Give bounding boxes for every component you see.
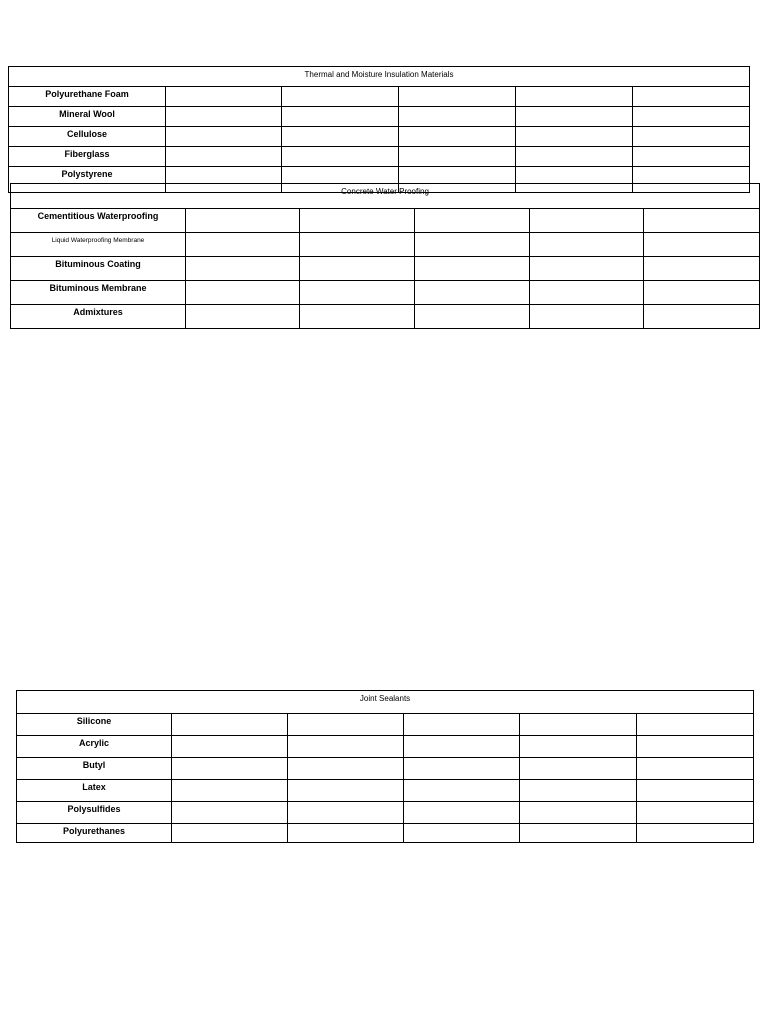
table-cell[interactable] <box>186 257 300 281</box>
row-label: Bituminous Coating <box>11 257 186 281</box>
row-label: Silicone <box>17 714 172 736</box>
table-cell[interactable] <box>172 736 288 758</box>
table-cell[interactable] <box>300 257 415 281</box>
row-label: Polyurethanes <box>17 824 172 843</box>
table-cell[interactable] <box>516 127 633 147</box>
table-cell[interactable] <box>415 233 530 257</box>
table-cell[interactable] <box>399 87 516 107</box>
table-cell[interactable] <box>166 107 282 127</box>
table-cell[interactable] <box>300 209 415 233</box>
table-cell[interactable] <box>637 714 754 736</box>
table-cell[interactable] <box>633 147 750 167</box>
table-cell[interactable] <box>404 780 520 802</box>
table-cell[interactable] <box>520 758 637 780</box>
table-cell[interactable] <box>288 758 404 780</box>
table-cell[interactable] <box>415 209 530 233</box>
row-label: Admixtures <box>11 305 186 329</box>
table-cell[interactable] <box>644 257 760 281</box>
table-cell[interactable] <box>186 209 300 233</box>
table-cell[interactable] <box>404 758 520 780</box>
row-label: Polysulfides <box>17 802 172 824</box>
table-cell[interactable] <box>644 305 760 329</box>
table-cell[interactable] <box>415 305 530 329</box>
row-label: Fiberglass <box>9 147 166 167</box>
table-cell[interactable] <box>415 257 530 281</box>
table-title: Concrete Water Proofing <box>11 184 760 209</box>
row-label: Cellulose <box>9 127 166 147</box>
table-cell[interactable] <box>516 107 633 127</box>
row-label: Bituminous Membrane <box>11 281 186 305</box>
table-cell[interactable] <box>282 147 399 167</box>
table-cell[interactable] <box>633 107 750 127</box>
table-cell[interactable] <box>166 147 282 167</box>
table-cell[interactable] <box>172 714 288 736</box>
table-cell[interactable] <box>530 257 644 281</box>
table-title: Joint Sealants <box>17 691 754 714</box>
table-cell[interactable] <box>288 824 404 843</box>
table-cell[interactable] <box>415 281 530 305</box>
table-cell[interactable] <box>399 127 516 147</box>
table-cell[interactable] <box>530 305 644 329</box>
concrete-waterproofing-table <box>10 183 760 329</box>
table-cell[interactable] <box>516 147 633 167</box>
table-cell[interactable] <box>282 127 399 147</box>
row-label: Liquid Waterproofing Membrane <box>11 233 186 257</box>
table-cell[interactable] <box>172 824 288 843</box>
row-label: Butyl <box>17 758 172 780</box>
table-cell[interactable] <box>166 87 282 107</box>
table-cell[interactable] <box>300 281 415 305</box>
table-cell[interactable] <box>530 209 644 233</box>
table-cell[interactable] <box>520 802 637 824</box>
table-cell[interactable] <box>172 758 288 780</box>
table-cell[interactable] <box>404 802 520 824</box>
table-cell[interactable] <box>637 802 754 824</box>
table-cell[interactable] <box>399 107 516 127</box>
table-cell[interactable] <box>404 736 520 758</box>
row-label: Polystyrene <box>9 167 166 193</box>
joint-sealants-table <box>16 690 754 843</box>
table-cell[interactable] <box>300 305 415 329</box>
row-label: Latex <box>17 780 172 802</box>
table-cell[interactable] <box>172 802 288 824</box>
table-cell[interactable] <box>288 802 404 824</box>
table-cell[interactable] <box>288 714 404 736</box>
table-cell[interactable] <box>644 233 760 257</box>
table-cell[interactable] <box>520 780 637 802</box>
table-cell[interactable] <box>404 824 520 843</box>
table-cell[interactable] <box>633 87 750 107</box>
table-cell[interactable] <box>288 736 404 758</box>
table-cell[interactable] <box>186 281 300 305</box>
row-label: Acrylic <box>17 736 172 758</box>
row-label: Polyurethane Foam <box>9 87 166 107</box>
table-cell[interactable] <box>186 233 300 257</box>
table-cell[interactable] <box>644 281 760 305</box>
thermal-insulation-table <box>8 66 750 193</box>
table-cell[interactable] <box>520 714 637 736</box>
table-cell[interactable] <box>282 87 399 107</box>
table-cell[interactable] <box>288 780 404 802</box>
table-cell[interactable] <box>530 233 644 257</box>
table-cell[interactable] <box>300 233 415 257</box>
table-cell[interactable] <box>520 736 637 758</box>
table-cell[interactable] <box>520 824 637 843</box>
table-cell[interactable] <box>172 780 288 802</box>
table-cell[interactable] <box>637 780 754 802</box>
table-cell[interactable] <box>404 714 520 736</box>
table-cell[interactable] <box>399 147 516 167</box>
table-cell[interactable] <box>637 736 754 758</box>
table-cell[interactable] <box>633 127 750 147</box>
table-cell[interactable] <box>644 209 760 233</box>
row-label: Cementitious Waterproofing <box>11 209 186 233</box>
table-cell[interactable] <box>637 824 754 843</box>
row-label: Mineral Wool <box>9 107 166 127</box>
table-cell[interactable] <box>186 305 300 329</box>
table-cell[interactable] <box>516 87 633 107</box>
table-cell[interactable] <box>282 107 399 127</box>
table-cell[interactable] <box>637 758 754 780</box>
table-cell[interactable] <box>166 127 282 147</box>
table-title: Thermal and Moisture Insulation Materials <box>9 67 750 87</box>
table-cell[interactable] <box>530 281 644 305</box>
